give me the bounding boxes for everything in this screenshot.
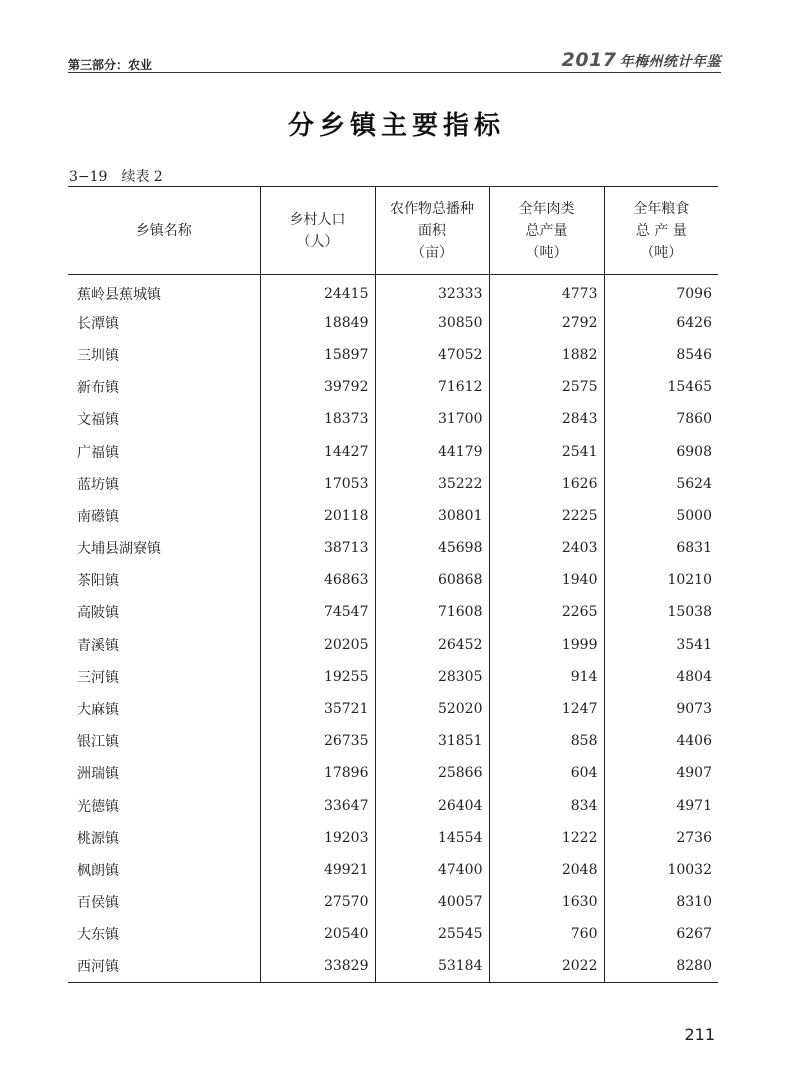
value-cell: 27570 (260, 886, 375, 918)
value-cell: 2575 (489, 371, 604, 403)
table-row (68, 822, 718, 854)
town-name-cell: 三河镇 (77, 669, 119, 686)
value-cell: 4773 (489, 275, 604, 307)
table-row (68, 629, 718, 661)
value-cell: 35721 (260, 693, 375, 725)
value-cell: 60868 (375, 564, 489, 596)
column-header-line: 乡镇名称 (135, 222, 192, 239)
value-cell: 2736 (604, 822, 718, 854)
value-cell: 71612 (375, 371, 489, 403)
value-cell: 1626 (489, 468, 604, 500)
value-cell: 2265 (489, 596, 604, 628)
table-row (68, 275, 718, 307)
town-name-cell: 枫朗镇 (77, 862, 119, 879)
value-cell: 5000 (604, 500, 718, 532)
column-header-line: （亩） (411, 244, 453, 261)
value-cell: 1247 (489, 693, 604, 725)
town-name-cell: 高陂镇 (77, 605, 119, 622)
page-title: 分乡镇主要指标 (287, 111, 505, 141)
value-cell: 604 (489, 757, 604, 789)
table-row (68, 307, 718, 339)
value-cell: 33647 (260, 790, 375, 822)
town-name-cell: 广福镇 (77, 444, 119, 461)
table-row (68, 693, 718, 725)
table-row (68, 500, 718, 532)
value-cell: 49921 (260, 854, 375, 886)
value-cell: 6908 (604, 435, 718, 467)
table-row (68, 725, 718, 757)
value-cell: 1882 (489, 339, 604, 371)
value-cell: 31851 (375, 725, 489, 757)
value-cell: 45698 (375, 532, 489, 564)
value-cell: 2225 (489, 500, 604, 532)
column-header-line: （人） (296, 233, 339, 250)
value-cell: 2843 (489, 403, 604, 435)
value-cell: 858 (489, 725, 604, 757)
page-number: 211 (684, 1025, 715, 1044)
value-cell: 2541 (489, 435, 604, 467)
value-cell: 7096 (604, 275, 718, 307)
yearbook-year: 2017 (561, 49, 617, 71)
value-cell: 28305 (375, 661, 489, 693)
table-row (68, 661, 718, 693)
value-cell: 15897 (260, 339, 375, 371)
value-cell: 20205 (260, 629, 375, 661)
town-name-cell: 西河镇 (68, 950, 260, 982)
column-header-line: （吨） (525, 244, 568, 261)
town-name-cell: 三圳镇 (77, 347, 119, 364)
value-cell: 26735 (260, 725, 375, 757)
value-cell: 40057 (375, 886, 489, 918)
town-name-cell: 青溪镇 (77, 637, 119, 654)
value-cell: 10032 (604, 854, 718, 886)
value-cell: 18373 (260, 403, 375, 435)
yearbook-header (562, 49, 721, 71)
value-cell: 2048 (489, 854, 604, 886)
value-cell: 19255 (260, 661, 375, 693)
table-header (68, 187, 718, 275)
table-row (68, 596, 718, 628)
town-name-cell: 蕉岭县蕉城镇 (77, 286, 161, 303)
value-cell: 25866 (375, 757, 489, 789)
value-cell: 17053 (260, 468, 375, 500)
town-name-cell: 蓝坊镇 (77, 476, 119, 493)
column-header-line: 总 产 量 (635, 222, 687, 239)
value-cell: 2792 (489, 307, 604, 339)
column-header (489, 187, 604, 275)
value-cell: 17896 (260, 757, 375, 789)
table-row (68, 918, 718, 950)
column-header-line: 总产量 (525, 222, 568, 239)
header-row (68, 187, 718, 275)
value-cell: 15465 (604, 371, 718, 403)
table-body (68, 275, 718, 983)
town-name-cell: 桃源镇 (77, 830, 119, 847)
value-cell: 26452 (375, 629, 489, 661)
town-name-cell: 茶阳镇 (77, 573, 119, 590)
column-header-line: （吨） (640, 244, 683, 261)
table-row (68, 435, 718, 467)
header-divider (68, 72, 721, 73)
value-cell: 10210 (604, 564, 718, 596)
column-header (68, 187, 260, 275)
town-name-cell: 新布镇 (77, 380, 119, 397)
value-cell: 74547 (260, 596, 375, 628)
value-cell: 1999 (489, 629, 604, 661)
column-header (375, 187, 489, 275)
value-cell: 15038 (604, 596, 718, 628)
value-cell: 2403 (489, 532, 604, 564)
table-row (68, 371, 718, 403)
value-cell: 25545 (375, 918, 489, 950)
value-cell: 32333 (375, 275, 489, 307)
value-cell: 6831 (604, 532, 718, 564)
value-cell: 4406 (604, 725, 718, 757)
value-cell: 39792 (260, 371, 375, 403)
table-row (68, 886, 718, 918)
value-cell: 35222 (375, 468, 489, 500)
value-cell: 1222 (489, 822, 604, 854)
value-cell: 2022 (489, 950, 604, 982)
town-name-cell: 银江镇 (77, 734, 119, 751)
column-header-line: 面积 (418, 222, 446, 239)
column-header (260, 187, 375, 275)
value-cell: 8546 (604, 339, 718, 371)
value-cell: 20118 (260, 500, 375, 532)
value-cell: 8280 (604, 950, 718, 982)
value-cell: 52020 (375, 693, 489, 725)
value-cell: 3541 (604, 629, 718, 661)
value-cell: 4804 (604, 661, 718, 693)
value-cell: 18849 (260, 307, 375, 339)
town-name-cell: 文福镇 (77, 412, 119, 429)
value-cell: 914 (489, 661, 604, 693)
table-row (68, 403, 718, 435)
town-name-cell: 南礤镇 (77, 508, 119, 525)
value-cell: 44179 (375, 435, 489, 467)
table-row (68, 468, 718, 500)
table-label: 3−19 续表 2 (69, 169, 163, 185)
table-row (68, 339, 718, 371)
table-row (68, 854, 718, 886)
value-cell: 8310 (604, 886, 718, 918)
column-header (604, 187, 718, 275)
town-name-cell: 大麻镇 (77, 702, 119, 719)
value-cell: 6426 (604, 307, 718, 339)
value-cell: 26404 (375, 790, 489, 822)
statistics-table (68, 186, 718, 983)
table-row (68, 564, 718, 596)
town-name-cell: 光德镇 (77, 798, 119, 815)
value-cell: 7860 (604, 403, 718, 435)
town-name-cell: 大埔县湖寮镇 (77, 541, 161, 558)
value-cell: 47052 (375, 339, 489, 371)
table-row (68, 757, 718, 789)
value-cell: 47400 (375, 854, 489, 886)
section-header: 第三部分：农业 (68, 58, 153, 72)
value-cell: 38713 (260, 532, 375, 564)
table-row (68, 790, 718, 822)
value-cell: 760 (489, 918, 604, 950)
value-cell: 33829 (260, 950, 375, 982)
town-name-cell: 长潭镇 (77, 315, 119, 332)
column-header-line: 全年粮食 (633, 200, 690, 217)
value-cell: 30801 (375, 500, 489, 532)
value-cell: 4907 (604, 757, 718, 789)
value-cell: 1630 (489, 886, 604, 918)
column-header-line: 农作物总播种 (390, 200, 474, 217)
column-header-line: 全年肉类 (518, 200, 575, 217)
yearbook-name: 年梅州统计年鉴 (619, 54, 721, 70)
value-cell: 14427 (260, 435, 375, 467)
value-cell: 5624 (604, 468, 718, 500)
value-cell: 30850 (375, 307, 489, 339)
value-cell: 4971 (604, 790, 718, 822)
value-cell: 14554 (375, 822, 489, 854)
column-header-line: 乡村人口 (289, 211, 346, 228)
value-cell: 20540 (260, 918, 375, 950)
value-cell: 71608 (375, 596, 489, 628)
table-row (68, 532, 718, 564)
town-name-cell: 大东镇 (77, 927, 119, 944)
value-cell: 834 (489, 790, 604, 822)
value-cell: 31700 (375, 403, 489, 435)
value-cell: 53184 (375, 950, 489, 982)
value-cell: 1940 (489, 564, 604, 596)
town-name-cell: 洲瑞镇 (77, 766, 119, 783)
value-cell: 46863 (260, 564, 375, 596)
value-cell: 6267 (604, 918, 718, 950)
table-row (68, 950, 718, 982)
value-cell: 9073 (604, 693, 718, 725)
value-cell: 24415 (260, 275, 375, 307)
town-name-cell: 百侯镇 (77, 895, 119, 912)
value-cell: 19203 (260, 822, 375, 854)
